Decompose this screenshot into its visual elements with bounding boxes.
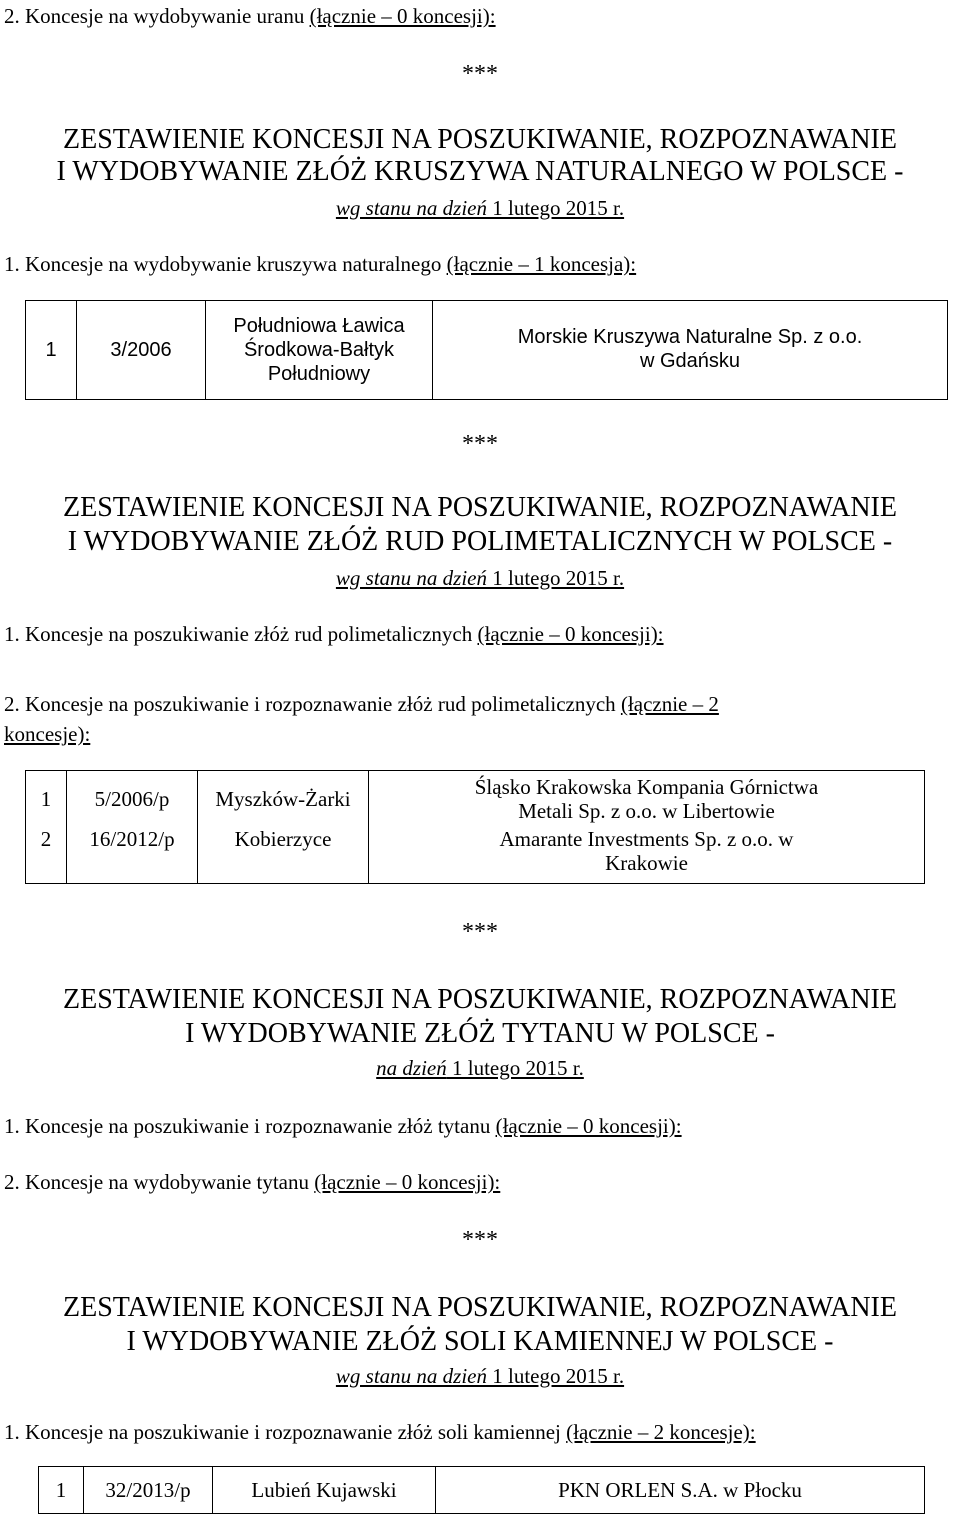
table-cell-no: 1 — [26, 771, 67, 827]
section-separator: *** — [462, 919, 498, 945]
item-text: 2. Koncesje na wydobywanie uranu — [4, 4, 310, 28]
section-title-line-2: I WYDOBYWANIE ZŁÓŻ TYTANU W POLSCE - — [185, 1018, 775, 1049]
table-cell-area: Myszków-Żarki — [198, 771, 369, 827]
table-cell-no: 1 — [39, 1467, 84, 1514]
item-count: (łącznie – 0 koncesji): — [309, 4, 496, 28]
table-row — [39, 1467, 925, 1514]
tytan-item-1: 1. Koncesje na poszukiwanie i rozpoznawanie złóż tytanu (łącznie – 0 koncesji): — [4, 1114, 682, 1138]
section-title-line-2: I WYDOBYWANIE ZŁÓŻ RUD POLIMETALICZNYCH W POLSCE - — [67, 526, 893, 557]
rud-item-1: 1. Koncesje na poszukiwanie złóż rud polimetalicznych (łącznie – 0 koncesji): — [4, 622, 664, 646]
table-cell-no: 2 — [26, 827, 67, 884]
table-row — [26, 771, 925, 827]
rud-item-2: 2. Koncesje na poszukiwanie i rozpoznawanie złóż rud polimetalicznych (łącznie – 2 — [4, 692, 719, 716]
table-cell-holder: Amarante Investments Sp. z o.o. w Krakowie — [369, 827, 925, 884]
section-title-line-2: I WYDOBYWANIE ZŁÓŻ KRUSZYWA NATURALNEGO W POLSCE - — [56, 156, 904, 187]
section-title-line-1: ZESTAWIENIE KONCESJI NA POSZUKIWANIE, ROZPOZNAWANIE — [63, 124, 897, 155]
section-date: wg stanu na dzień 1 lutego 2015 r. — [335, 566, 625, 590]
section-date: wg stanu na dzień 1 lutego 2015 r. — [335, 196, 625, 220]
kruszywa-item-1: 1. Koncesje na wydobywanie kruszywa naturalnego (łącznie – 1 koncesja): — [4, 252, 637, 276]
table-cell-holder: Śląsko Krakowska Kompania Górnictwa Metali Sp. z o.o. w Libertowie — [369, 771, 925, 827]
uranium-item-2 — [4, 4, 496, 28]
section-date: wg stanu na dzień 1 lutego 2015 r. — [335, 1364, 625, 1388]
kruszywa-table — [25, 300, 948, 400]
rud-item-2-continued: koncesje): — [4, 722, 91, 746]
table-cell-holder: PKN ORLEN S.A. w Płocku — [436, 1467, 925, 1514]
table-cell-area: Lubień Kujawski — [213, 1467, 436, 1514]
section-separator: *** — [462, 1227, 498, 1253]
tytan-item-2: 2. Koncesje na wydobywanie tytanu (łącznie – 0 koncesji): — [4, 1170, 501, 1194]
table-cell-id: 5/2006/p — [67, 771, 198, 827]
section-title-line-1: ZESTAWIENIE KONCESJI NA POSZUKIWANIE, ROZPOZNAWANIE — [63, 984, 897, 1015]
section-separator: *** — [462, 431, 498, 457]
sol-item-1: 1. Koncesje na poszukiwanie i rozpoznawanie złóż soli kamiennej (łącznie – 2 koncesje): — [4, 1420, 756, 1444]
table-cell-area: Południowa Ławica Środkowa-Bałtyk Południowy — [206, 301, 433, 400]
sol-table — [38, 1466, 925, 1514]
section-date: na dzień 1 lutego 2015 r. — [376, 1056, 584, 1080]
section-separator: *** — [462, 61, 498, 87]
table-row — [26, 301, 948, 400]
table-cell-id: 32/2013/p — [84, 1467, 213, 1514]
rud-table — [25, 770, 925, 884]
table-cell-no: 1 — [26, 301, 77, 400]
table-cell-holder: Morskie Kruszywa Naturalne Sp. z o.o. w Gdańsku — [433, 301, 948, 400]
table-cell-area: Kobierzyce — [198, 827, 369, 884]
table-cell-id: 3/2006 — [77, 301, 206, 400]
section-title-line-2: I WYDOBYWANIE ZŁÓŻ SOLI KAMIENNEJ W POLSCE - — [126, 1326, 834, 1357]
table-row — [26, 827, 925, 884]
table-cell-id: 16/2012/p — [67, 827, 198, 884]
section-title-line-1: ZESTAWIENIE KONCESJI NA POSZUKIWANIE, ROZPOZNAWANIE — [63, 492, 897, 523]
section-title-line-1: ZESTAWIENIE KONCESJI NA POSZUKIWANIE, ROZPOZNAWANIE — [63, 1292, 897, 1323]
